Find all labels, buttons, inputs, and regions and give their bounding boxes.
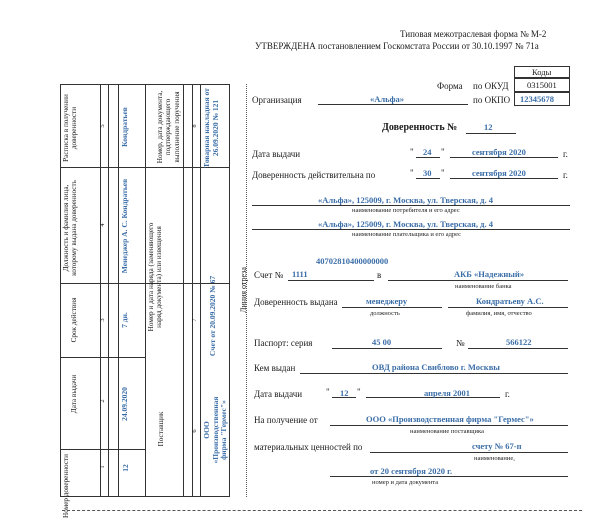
stub-colnum: 5 bbox=[99, 124, 106, 128]
in-label: в bbox=[377, 270, 382, 280]
stub-header-order: Номер и дата наряда (заменяющего наряд документа) или извещения bbox=[147, 222, 164, 332]
issue-month-year: сентября 2020 bbox=[472, 147, 526, 157]
stub-colnum: 6 bbox=[191, 429, 198, 433]
okpo-value: 12345678 bbox=[520, 94, 554, 104]
stub-header-confirm: Номер, дата документа, подтверждающего выполнение поручения bbox=[156, 90, 181, 164]
valid-label: Доверенность действительна по bbox=[252, 170, 376, 180]
stub-value-order: Счет от 20.09.2020 № 67 bbox=[208, 275, 217, 357]
stub-colnum: 3 bbox=[99, 318, 106, 322]
org-label: Организация bbox=[252, 95, 302, 105]
valid-day: 30 bbox=[423, 168, 432, 178]
payer-value: «Альфа», 125009, г. Москва, ул. Тверская, д. 4 bbox=[318, 219, 493, 229]
receive-label: На получение от bbox=[254, 415, 318, 425]
issue-day: 24 bbox=[423, 147, 432, 157]
okud-value: 0315001 bbox=[527, 80, 557, 90]
stub-header-period: Срок действия bbox=[70, 297, 78, 343]
stub-colnum: 4 bbox=[99, 223, 106, 227]
approval-line: УТВЕРЖДЕНА постановлением Госкомстата России от 30.10.1997 № 71а bbox=[255, 41, 539, 51]
stub-value-date: 24.09.2020 bbox=[120, 387, 129, 421]
account-label: Счет № bbox=[254, 270, 284, 280]
stub-value-receipt: Кондратьев bbox=[120, 107, 129, 147]
supplier-caption: наименование поставщика bbox=[410, 428, 484, 435]
passport-no-label: № bbox=[456, 338, 465, 348]
stub-header-receipt: Расписка в получении доверенности bbox=[62, 94, 79, 162]
stub-value-position: Менеджер А. С. Кондратьев bbox=[120, 178, 129, 274]
stub-value-confirm: Товарная накладная от 26.09.2020 № 121 bbox=[202, 88, 220, 168]
power-of-attorney-number: 12 bbox=[484, 122, 493, 132]
position-caption: должность bbox=[370, 310, 400, 317]
form-label: Форма bbox=[437, 81, 463, 91]
issued-by-label: Кем выдан bbox=[254, 363, 296, 373]
person-value: Кондратьеву А.С. bbox=[476, 296, 544, 306]
org-value: «Альфа» bbox=[370, 94, 405, 104]
stub-header-number: Номер доверенности bbox=[62, 454, 70, 518]
passport-series: 45 00 bbox=[372, 337, 392, 347]
okud-label: по ОКУД bbox=[473, 81, 509, 91]
passport-label: Паспорт: серия bbox=[254, 338, 313, 348]
bank-caption: наименование банка bbox=[455, 283, 512, 290]
bottom-dashed-line bbox=[62, 510, 582, 511]
passport-date-label: Дата выдачи bbox=[254, 389, 303, 399]
stub-header-date: Дата выдачи bbox=[70, 374, 78, 414]
passport-no: 566122 bbox=[506, 337, 532, 347]
stub-header-supplier: Поставщик bbox=[157, 411, 165, 447]
values-label: материальных ценностей по bbox=[254, 442, 363, 452]
codes-label: Коды bbox=[532, 67, 552, 77]
account-value: 1111 bbox=[292, 269, 308, 279]
account-number-top: 40702810400000000 bbox=[316, 256, 389, 266]
consumer-caption: наименование потребителя и его адрес bbox=[352, 207, 460, 214]
doc-caption: наименование, bbox=[474, 455, 515, 462]
doc-date-value: от 20 сентября 2020 г. bbox=[370, 466, 453, 476]
issued-to-label: Доверенность выдана bbox=[254, 297, 338, 307]
stub-value-period: 7 дн. bbox=[120, 312, 129, 328]
power-of-attorney-title: Доверенность № bbox=[382, 122, 458, 133]
stub-colnum: 2 bbox=[99, 399, 106, 403]
stub-colnum: 8 bbox=[191, 124, 198, 128]
passport-day: 12 bbox=[340, 388, 349, 398]
stub-value-supplier: ООО «Производственная фирма "Гермес"» bbox=[202, 396, 229, 464]
payer-caption: наименование плательщика и его адрес bbox=[352, 231, 462, 238]
person-caption: фамилия, имя, отчество bbox=[466, 310, 532, 317]
valid-month-year: сентября 2020 bbox=[472, 168, 526, 178]
issue-date-label: Дата выдачи bbox=[252, 149, 301, 159]
position-value: менеджеру bbox=[366, 296, 408, 306]
stub-value-number: 12 bbox=[121, 464, 130, 472]
doc-date-caption: номер и дата документа bbox=[372, 479, 439, 486]
supplier-value: ООО «Производственная фирма "Гермес"» bbox=[366, 414, 534, 424]
okpo-label: по ОКПО bbox=[473, 95, 511, 105]
form-type: Типовая межотраслевая форма № М-2 bbox=[400, 29, 547, 39]
passport-month-year: апреля 2001 bbox=[424, 388, 471, 398]
consumer-value: «Альфа», 125009, г. Москва, ул. Тверская, д. 4 bbox=[318, 195, 493, 205]
bank-value: АКБ «Надежный» bbox=[454, 269, 525, 279]
stub-colnum: 1 bbox=[99, 465, 106, 469]
issued-by-value: ОВД района Свиблово г. Москвы bbox=[372, 362, 500, 372]
cut-line-label: Линия отреза bbox=[239, 267, 248, 313]
doc-value: счету № 67-п bbox=[472, 441, 522, 451]
stub-header-position: Должность и фамилия лица, которому выдана доверенность bbox=[62, 180, 79, 276]
stub-colnum: 7 bbox=[191, 318, 198, 322]
